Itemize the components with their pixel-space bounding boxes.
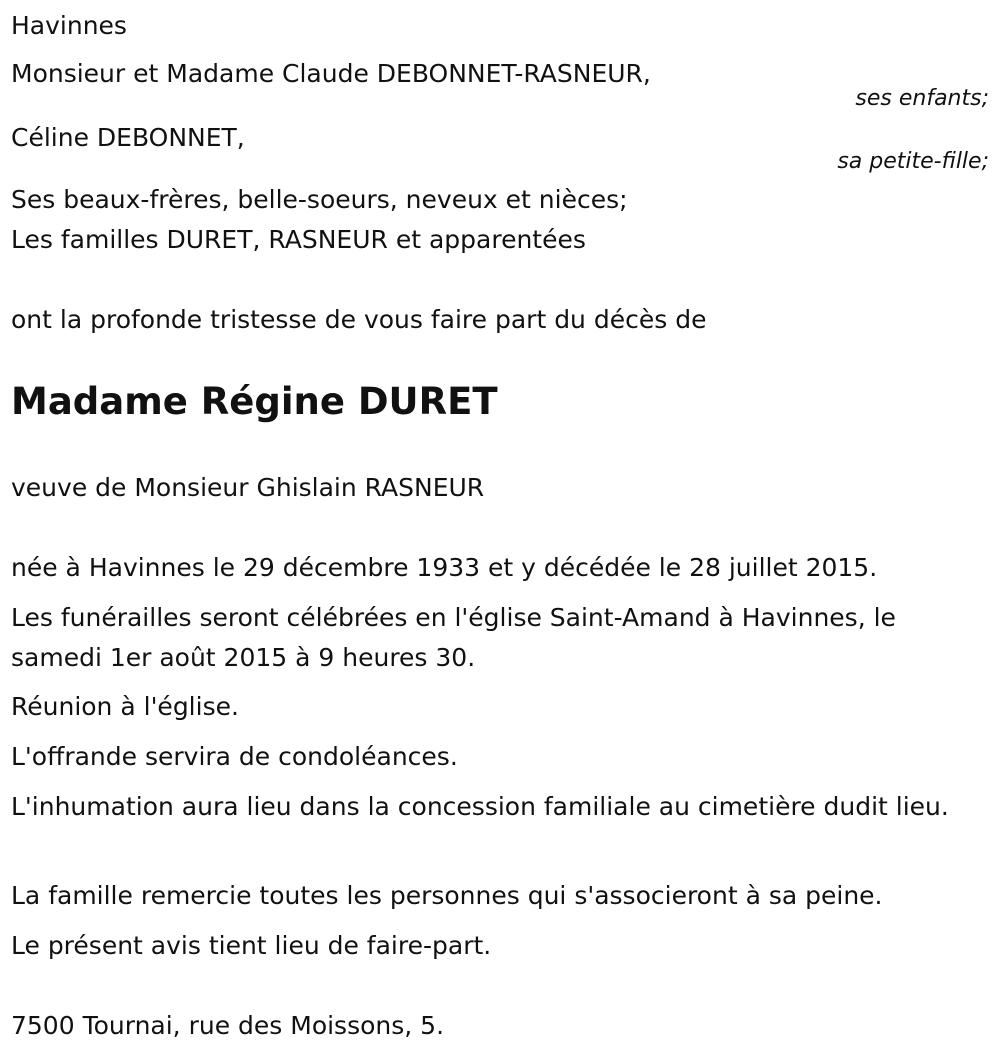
family-member-children: Monsieur et Madame Claude DEBONNET-RASNEUR,: [11, 59, 651, 88]
extended-family-line-1: Ses beaux-frères, belle-soeurs, neveux et nièces;: [11, 185, 628, 214]
birth-death-line: née à Havinnes le 29 décembre 1933 et y décédée le 28 juillet 2015.: [11, 553, 878, 582]
family-role-granddaughter: sa petite-fille;: [837, 149, 989, 174]
burial-paragraph: L'inhumation aura lieu dans la concession familiale au cimetière dudit lieu.: [11, 792, 949, 821]
address-line: 7500 Tournai, rue des Moissons, 5.: [11, 1011, 445, 1040]
extended-family-line-2: Les familles DURET, RASNEUR et apparentées: [11, 225, 586, 254]
family-member-granddaughter: Céline DEBONNET,: [11, 123, 245, 152]
thanks-line: La famille remercie toutes les personnes qui s'associeront à sa peine.: [11, 881, 883, 910]
family-role-children: ses enfants;: [855, 86, 989, 111]
funeral-paragraph: Les funérailles seront célébrées en l'église Saint-Amand à Havinnes, le samedi 1er août 2015 à 9 heures 30.: [11, 603, 896, 672]
announcement-text: ont la profonde tristesse de vous faire part du décès de: [11, 305, 707, 334]
meeting-line: Réunion à l'église.: [11, 692, 239, 721]
notice-line: Le présent avis tient lieu de faire-part.: [11, 931, 492, 960]
deceased-name: Madame Régine DURET: [11, 380, 498, 423]
spouse-line: veuve de Monsieur Ghislain RASNEUR: [11, 473, 485, 502]
offering-line: L'offrande servira de condoléances.: [11, 742, 458, 771]
location-heading: Havinnes: [11, 11, 127, 40]
